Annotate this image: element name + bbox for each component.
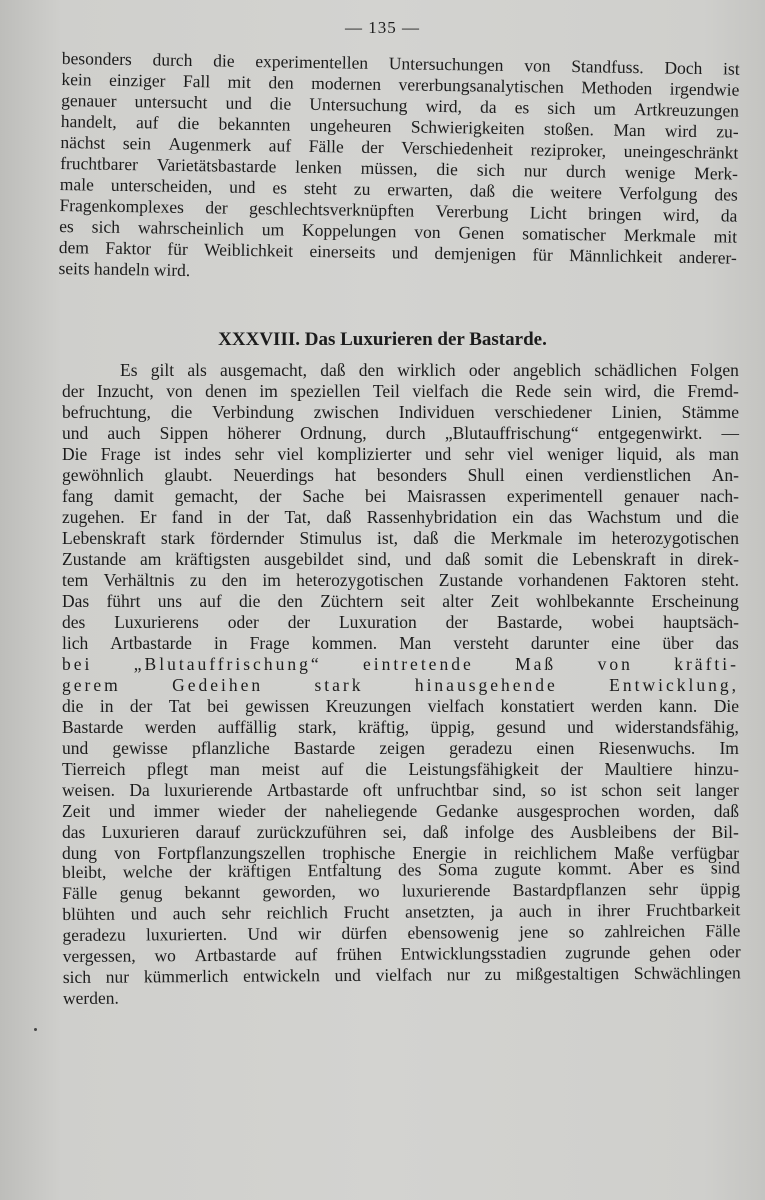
text-line: werden. — [62, 987, 119, 1008]
text-line: sich nur kümmerlich entwickeln und vielfach nur zu mißgestaltigen Schwächlingen — [62, 962, 741, 987]
text-line: des Luxurierens oder der Luxuration der Bastarde, wobei hauptsäch- — [62, 612, 739, 632]
text-line: nächst sein Augenmerk auf Fälle der Verschiedenheit reziproker, uneingeschränkt — [60, 131, 739, 163]
text-line: kein einziger Fall mit den modernen vererbungsanalytischen Methoden irgendwie — [61, 68, 740, 100]
text-line: zugehen. Er fand in der Tat, daß Rassenhybridation ein das Wachstum und die — [62, 507, 739, 527]
text-line: das Luxurieren darauf zurückzuführen sei, daß infolge des Ausbleibens der Bil- — [62, 822, 739, 842]
text-line: tem Verhältnis zu den im heterozygotischen Zustande vorhandenen Faktoren steht. — [62, 570, 739, 590]
margin-speck — [34, 1028, 37, 1031]
text-line: Bastarde werden auffällig stark, kräftig, üppig, gesund und widerstandsfähig, — [62, 717, 739, 737]
text-line: dem Faktor für Weiblichkeit einerseits und demjenigen für Männlichkeit anderer- — [58, 236, 737, 268]
text-line: handelt, auf die bekannten ungeheuren Schwierigkeiten stoßen. Man wird zu- — [60, 110, 739, 142]
text-line: lich Artbastarde in Frage kommen. Man versteht darunter eine über das — [62, 633, 739, 653]
paragraph-end — [62, 857, 741, 1009]
text-line: vergessen, wo Artbastarde auf frühen Entwicklungsstadien zugrunde gehen oder — [62, 941, 741, 966]
text-line: male unterscheiden, und es steht zu erwarten, daß die weitere Verfolgung des — [59, 173, 738, 205]
text-line: der Inzucht, von denen im speziellen Teil vielfach die Rede sein wird, die Fremd- — [62, 381, 739, 401]
text-line: Es gilt als ausgemacht, daß den wirklich oder angeblich schädlichen Folgen — [120, 360, 739, 380]
text-line: befruchtung, die Verbindung zwischen Individuen verschiedener Linien, Stämme — [62, 402, 739, 422]
text-line: besonders durch die experimentellen Untersuchungen von Standfuss. Doch ist — [61, 48, 740, 79]
text-line: Zustande am kräftigsten ausgebildet sind, und daß somit die Lebenskraft in direk- — [62, 549, 739, 569]
text-line: genauer untersucht und die Untersuchung wird, da es sich um Artkreuzungen — [61, 89, 740, 121]
text-line: und auch Sippen höherer Ordnung, durch „Blutauffrischung“ entgegenwirkt. — — [62, 423, 739, 443]
section-heading: XXXVIII. Das Luxurieren der Bastarde. — [218, 329, 547, 350]
text-line: Fälle genug bekannt geworden, wo luxurierende Bastardpflanzen sehr üppig — [62, 878, 741, 903]
text-line: geradezu luxurierten. Und wir dürfen ebensowenig jene so zahlreichen Fälle — [62, 920, 741, 945]
text-line: Die Frage ist indes sehr viel komplizierter und sehr viel weniger liquid, als man — [62, 444, 739, 464]
text-line: gerem Gedeihen stark hinausgehende Entwicklung, — [62, 675, 739, 695]
text-line: bei „Blutauffrischung“ eintretende Maß von kräfti- — [62, 654, 739, 674]
paragraph-body — [62, 360, 739, 864]
page-number: — 135 — — [345, 18, 420, 37]
text-line: weisen. Da luxurierende Artbastarde oft unfruchtbar sind, so ist schon seit langer — [62, 780, 739, 800]
text-line: Lebenskraft stark fördernder Stimulus ist, daß die Merkmale im heterozygotischen — [62, 528, 739, 548]
text-line: Fragenkomplexes der geschlechtsverknüpften Vererbung Licht bringen wird, da — [59, 194, 738, 226]
text-line: gewöhnlich glaubt. Neuerdings hat besonders Shull einen verdienstlichen An- — [62, 465, 739, 485]
text-line: fruchtbarer Varietätsbastarde lenken müssen, die sich nur durch wenige Merk- — [60, 152, 739, 184]
text-line: Das führt uns auf die den Züchtern seit alter Zeit wohlbekannte Erscheinung — [62, 591, 739, 611]
text-line: fang damit gemacht, der Sache bei Maisrassen experimentell genauer nach- — [62, 486, 739, 506]
text-line: dung von Fortpflanzungszellen trophische Energie in reichlichem Maße verfügbar — [62, 843, 739, 863]
text-line: blühten und auch sehr reichlich Frucht ansetzten, ja auch in ihrer Fruchtbarkeit — [62, 899, 741, 924]
text-line: Zeit und immer wieder der naheliegende Gedanke ausgesprochen worden, daß — [62, 801, 739, 821]
text-line: es sich wahrscheinlich um Koppelungen von Genen somatischer Merkmale mit — [59, 215, 738, 247]
text-line: Tierreich pflegt man meist auf die Leistungsfähigkeit der Maultiere hinzu- — [62, 759, 739, 779]
text-line: bleibt, welche der kräftigen Entfaltung des Soma zugute kommt. Aber es sind — [62, 857, 741, 882]
paragraph-continued — [58, 48, 740, 290]
text-line: und gewisse pflanzliche Bastarde zeigen geradezu einen Riesenwuchs. Im — [62, 738, 739, 758]
text-line: seits handeln wird. — [58, 257, 191, 281]
text-line: die in der Tat bei gewissen Kreuzungen vielfach konstatiert werden kann. Die — [62, 696, 739, 716]
